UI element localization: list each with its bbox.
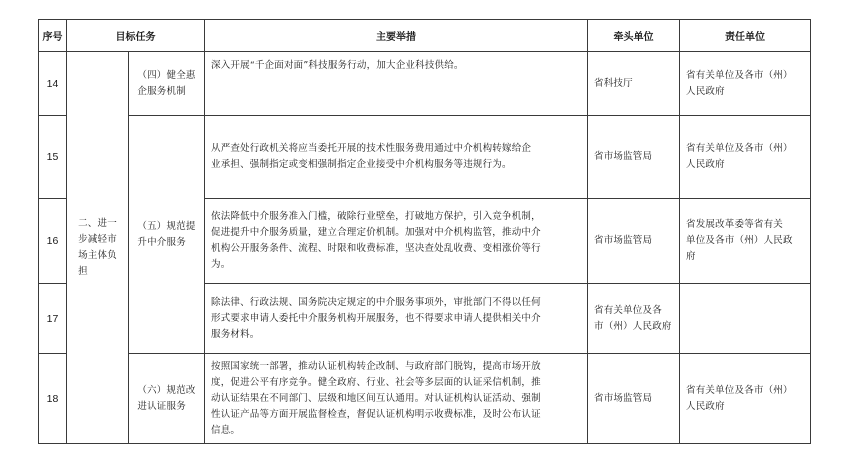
row-16-no	[38, 198, 67, 284]
measure-line: 业承担、强制指定或变相强制指定企业接受中介机构服务等违规行为。	[211, 159, 512, 170]
responsible-line: 省有关单位及各市（州）	[686, 143, 793, 154]
header-lead-label: 牵头单位	[613, 32, 654, 43]
row-18-lead	[587, 353, 680, 444]
measure-line: 从严查处行政机关将应当委托开展的技术性服务费用通过中介机构转嫁给企	[211, 143, 532, 154]
measure-line: 形式要求申请人委托中介服务机构开展服务，也不得要求申请人提供相关中介	[211, 312, 541, 324]
measure-text	[211, 58, 464, 74]
header-no	[38, 19, 67, 52]
header-target-label: 目标任务	[115, 32, 156, 43]
main-task-cell	[66, 51, 129, 444]
sub-task-4	[128, 51, 205, 116]
row-15-responsible	[679, 115, 811, 199]
sub-task-line: （五）规范提	[137, 220, 196, 232]
sub-task-line: 进认证服务	[137, 400, 186, 412]
row-no-value: 18	[46, 392, 59, 405]
responsible-line: 单位及各市（州）人民政	[686, 235, 793, 246]
row-17-measure	[204, 283, 588, 354]
lead-line: 市（州）人民政府	[594, 320, 672, 332]
header-measures	[204, 19, 588, 52]
row-17-lead	[587, 283, 680, 354]
measure-line: 依法降低中介服务准入门槛，破除行业壁垒，打破地方保护，引入竞争机制，	[211, 211, 541, 222]
row-15-lead	[587, 115, 680, 199]
row-16-responsible	[679, 198, 811, 284]
sub-task-text	[137, 219, 195, 251]
sub-task-text	[137, 68, 195, 100]
row-17-responsible	[679, 283, 811, 354]
measure-line: 深入开展“千企面对面”科技服务行动，加大企业科技供给。	[211, 60, 464, 71]
responsible-text	[686, 68, 793, 100]
lead-text	[594, 76, 633, 92]
lead-line: 省市场监管局	[594, 235, 653, 246]
measure-text	[211, 295, 541, 343]
header-no-label: 序号	[42, 32, 63, 43]
row-no-value: 15	[46, 151, 59, 163]
measure-line: 信息。	[211, 424, 241, 436]
row-14-no	[38, 51, 67, 116]
sub-task-5	[128, 115, 205, 354]
row-14-lead	[587, 51, 680, 116]
row-14-responsible	[679, 51, 811, 116]
measure-line: 动认证结果在不同部门、层级和地区间互认通用。对认证机构认证活动、强制	[211, 392, 541, 404]
measure-line: 性认证产品等方面开展监督检查，督促认证机构明示收费标准，及时公布认证	[211, 408, 541, 420]
sub-task-line: （六）规范改	[137, 384, 196, 396]
policy-table	[38, 19, 811, 444]
row-no-value: 14	[46, 77, 59, 90]
measure-line: 促进提升中介服务质量，建立合理定价机制。加强对中介机构监管，推动中介	[211, 227, 541, 238]
responsible-line: 人民政府	[686, 85, 725, 97]
header-target	[66, 19, 205, 52]
row-15-measure	[204, 115, 588, 199]
responsible-text	[686, 141, 793, 173]
sub-task-line: 企服务机制	[137, 85, 186, 97]
measure-line: 除法律、行政法规、国务院决定规定的中介服务事项外，审批部门不得以任何	[211, 296, 541, 308]
row-18-measure	[204, 353, 588, 444]
main-task-line: 场主体负	[78, 249, 117, 261]
row-17-no	[38, 283, 67, 354]
measure-line: 服务材料。	[211, 328, 260, 340]
responsible-text	[686, 383, 793, 415]
sub-task-line: （四）健全惠	[137, 69, 196, 81]
measure-text	[211, 209, 541, 273]
sub-task-6	[128, 353, 205, 444]
lead-text	[594, 391, 652, 407]
header-responsible	[679, 19, 811, 52]
main-task-line: 二、进一	[78, 217, 117, 229]
responsible-line: 人民政府	[686, 159, 725, 170]
row-16-lead	[587, 198, 680, 284]
responsible-line: 人民政府	[686, 400, 725, 412]
row-15-no	[38, 115, 67, 199]
row-no-value: 17	[46, 312, 59, 325]
lead-text	[594, 303, 672, 335]
measure-text	[211, 359, 541, 439]
responsible-line: 省有关单位及各市（州）	[686, 384, 793, 396]
measure-line: 机构公开服务条件、流程、时限和收费标准，坚决查处乱收费、变相涨价等行	[211, 243, 541, 254]
sub-task-line: 升中介服务	[137, 236, 186, 248]
row-18-no	[38, 353, 67, 444]
lead-line: 省市场监管局	[594, 392, 653, 404]
measure-line: 度，促进公平有序竞争。健全政府、行业、社会等多层面的认证采信机制，推	[211, 376, 541, 388]
row-no-value: 16	[46, 235, 59, 247]
header-responsible-label: 责任单位	[725, 32, 765, 43]
header-lead	[587, 19, 680, 52]
row-16-measure	[204, 198, 588, 284]
lead-text	[594, 233, 652, 249]
lead-line: 省有关单位及各	[594, 304, 662, 316]
row-14-measure	[204, 51, 588, 116]
measure-line: 为。	[211, 259, 231, 270]
measure-line: 按照国家统一部署，推动认证机构转企改制、与政府部门脱钩，提高市场开放	[211, 360, 541, 372]
responsible-line: 府	[686, 251, 696, 262]
header-measures-label: 主要举措	[376, 32, 416, 43]
measure-text	[211, 141, 531, 173]
responsible-line: 省有关单位及各市（州）	[686, 69, 793, 81]
row-18-responsible	[679, 353, 811, 444]
lead-line: 省市场监管局	[594, 151, 653, 162]
responsible-text	[686, 217, 793, 265]
main-task-line: 步减轻市	[78, 233, 117, 245]
main-task-text	[78, 216, 117, 280]
main-task-line: 担	[78, 265, 88, 277]
responsible-line: 省发展改革委等省有关	[686, 219, 784, 230]
lead-text	[594, 149, 652, 165]
lead-line: 省科技厅	[594, 77, 633, 89]
sub-task-text	[137, 383, 195, 415]
